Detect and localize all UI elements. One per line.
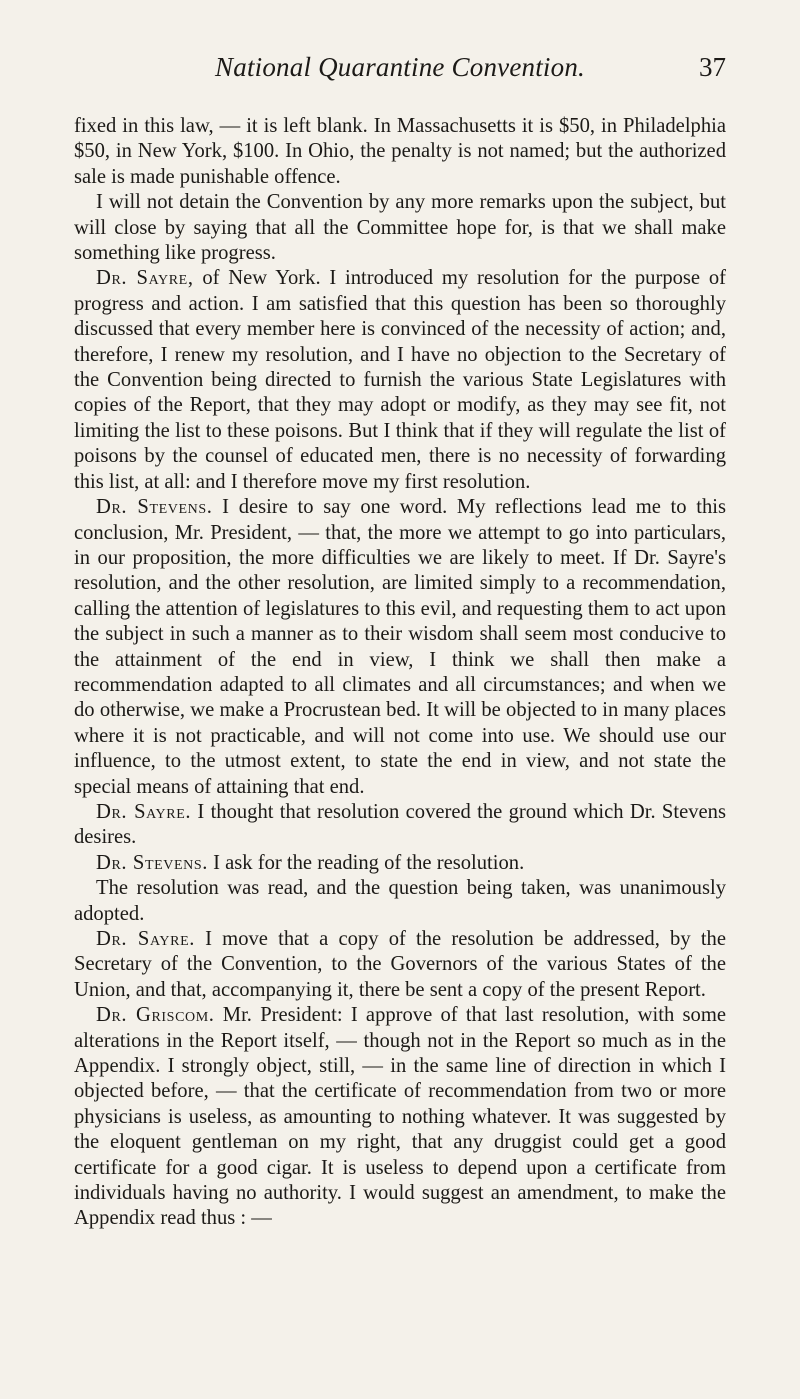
paragraph bbox=[74, 927, 726, 1003]
body-text bbox=[74, 114, 726, 1232]
speaker-name: Dr. Sayre. bbox=[96, 928, 195, 950]
paragraph bbox=[74, 1003, 726, 1232]
paragraph bbox=[74, 495, 726, 800]
paragraph bbox=[74, 800, 726, 851]
speaker-name: Dr. Sayre. bbox=[96, 800, 192, 823]
paragraph-text: I will not detain the Convention by any more remarks upon the subject, but will close by saying that all the Committee hope for, is that we shall make something like progress. bbox=[74, 191, 726, 265]
paragraph bbox=[74, 266, 726, 495]
page-number: 37 bbox=[699, 52, 726, 82]
paragraph bbox=[74, 851, 726, 876]
running-title: National Quarantine Convention. bbox=[215, 52, 585, 82]
speaker-name: Dr. Griscom. bbox=[96, 1004, 215, 1027]
paragraph-text: fixed in this law, — it is left blank. In Massachusetts it is $50, in Philadelphia $50, in New York, $100. In Ohio, the penalty is not named; but the authorized sale is made punishable offence. bbox=[74, 115, 726, 188]
paragraph-text: I desire to say one word. My reflections lead me to this conclusion, Mr. President, — that, the more we attempt to go into particulars, in our proposition, the more difficulties we are likely to meet. If Dr. Sayre's resolution, and the other resolution, are limited simply to a recommendation, calling the attention of legislatures to this evil, and requesting them to act upon the subject in such a manner as to their wisdom shall seem most conducive to the attainment of the end in view, I think we shall then make a recommendation adapted to all climates and all circumstances; and when we do otherwise, we make a Procrustean bed. It will be objected to in many places where it is not practicable, and will not come into use. We should use our influence, to the utmost extent, to state the end in view, and not state the special means of attaining that end. bbox=[74, 496, 726, 798]
paragraph-text: I move that a copy of the resolution be addressed, by the Secretary of the Convention, to the Governors of the various States of the Union, and that, accompanying it, there be sent a copy of the present Report. bbox=[74, 928, 726, 1001]
paragraph-text: of New York. I introduced my resolution for the purpose of progress and action. I am satisfied that this question has been so thoroughly discussed that every member here is convinced of the necessity of action; and, therefore, I renew my resolution, and I have no objection to the Secretary of the Convention being directed to furnish the various State Legislatures with copies of the Report, that they may adopt or modify, as they may see fit, not limiting the list to these poisons. But I think that if they will regulate the list of poisons by the counsel of educated men, there is no necessity of forwarding this list, at all: and I therefore move my first resolution. bbox=[74, 267, 727, 493]
paragraph-text: Mr. President: I approve of that last resolution, with some alterations in the Report itself, — though not in the Report so much as in the Appendix. I strongly object, still, — in the same line of direction in which I objected before, — that the certificate of recommendation from two or more physicians is useless, as amounting to nothing whatever. It was suggested by the eloquent gentleman on my right, that any druggist could get a good certificate for a good cigar. It is useless to depend upon a certificate from individuals having no authority. I would suggest an amendment, to make the Appendix read thus : — bbox=[74, 1004, 726, 1230]
paragraph-text: I ask for the reading of the resolution. bbox=[207, 851, 525, 874]
paragraph-text: The resolution was read, and the question being taken, was unanimously adopted. bbox=[74, 877, 726, 925]
paragraph-text: I thought that resolution covered the ground which Dr. Stevens desires. bbox=[74, 800, 726, 849]
paragraph bbox=[74, 114, 726, 190]
paragraph bbox=[74, 190, 726, 266]
paragraph bbox=[74, 876, 726, 927]
speaker-name: Dr. Stevens. bbox=[96, 851, 208, 874]
running-head bbox=[74, 52, 726, 92]
speaker-name: Dr. Stevens. bbox=[96, 496, 213, 519]
speaker-name: Dr. Sayre, bbox=[96, 267, 194, 290]
